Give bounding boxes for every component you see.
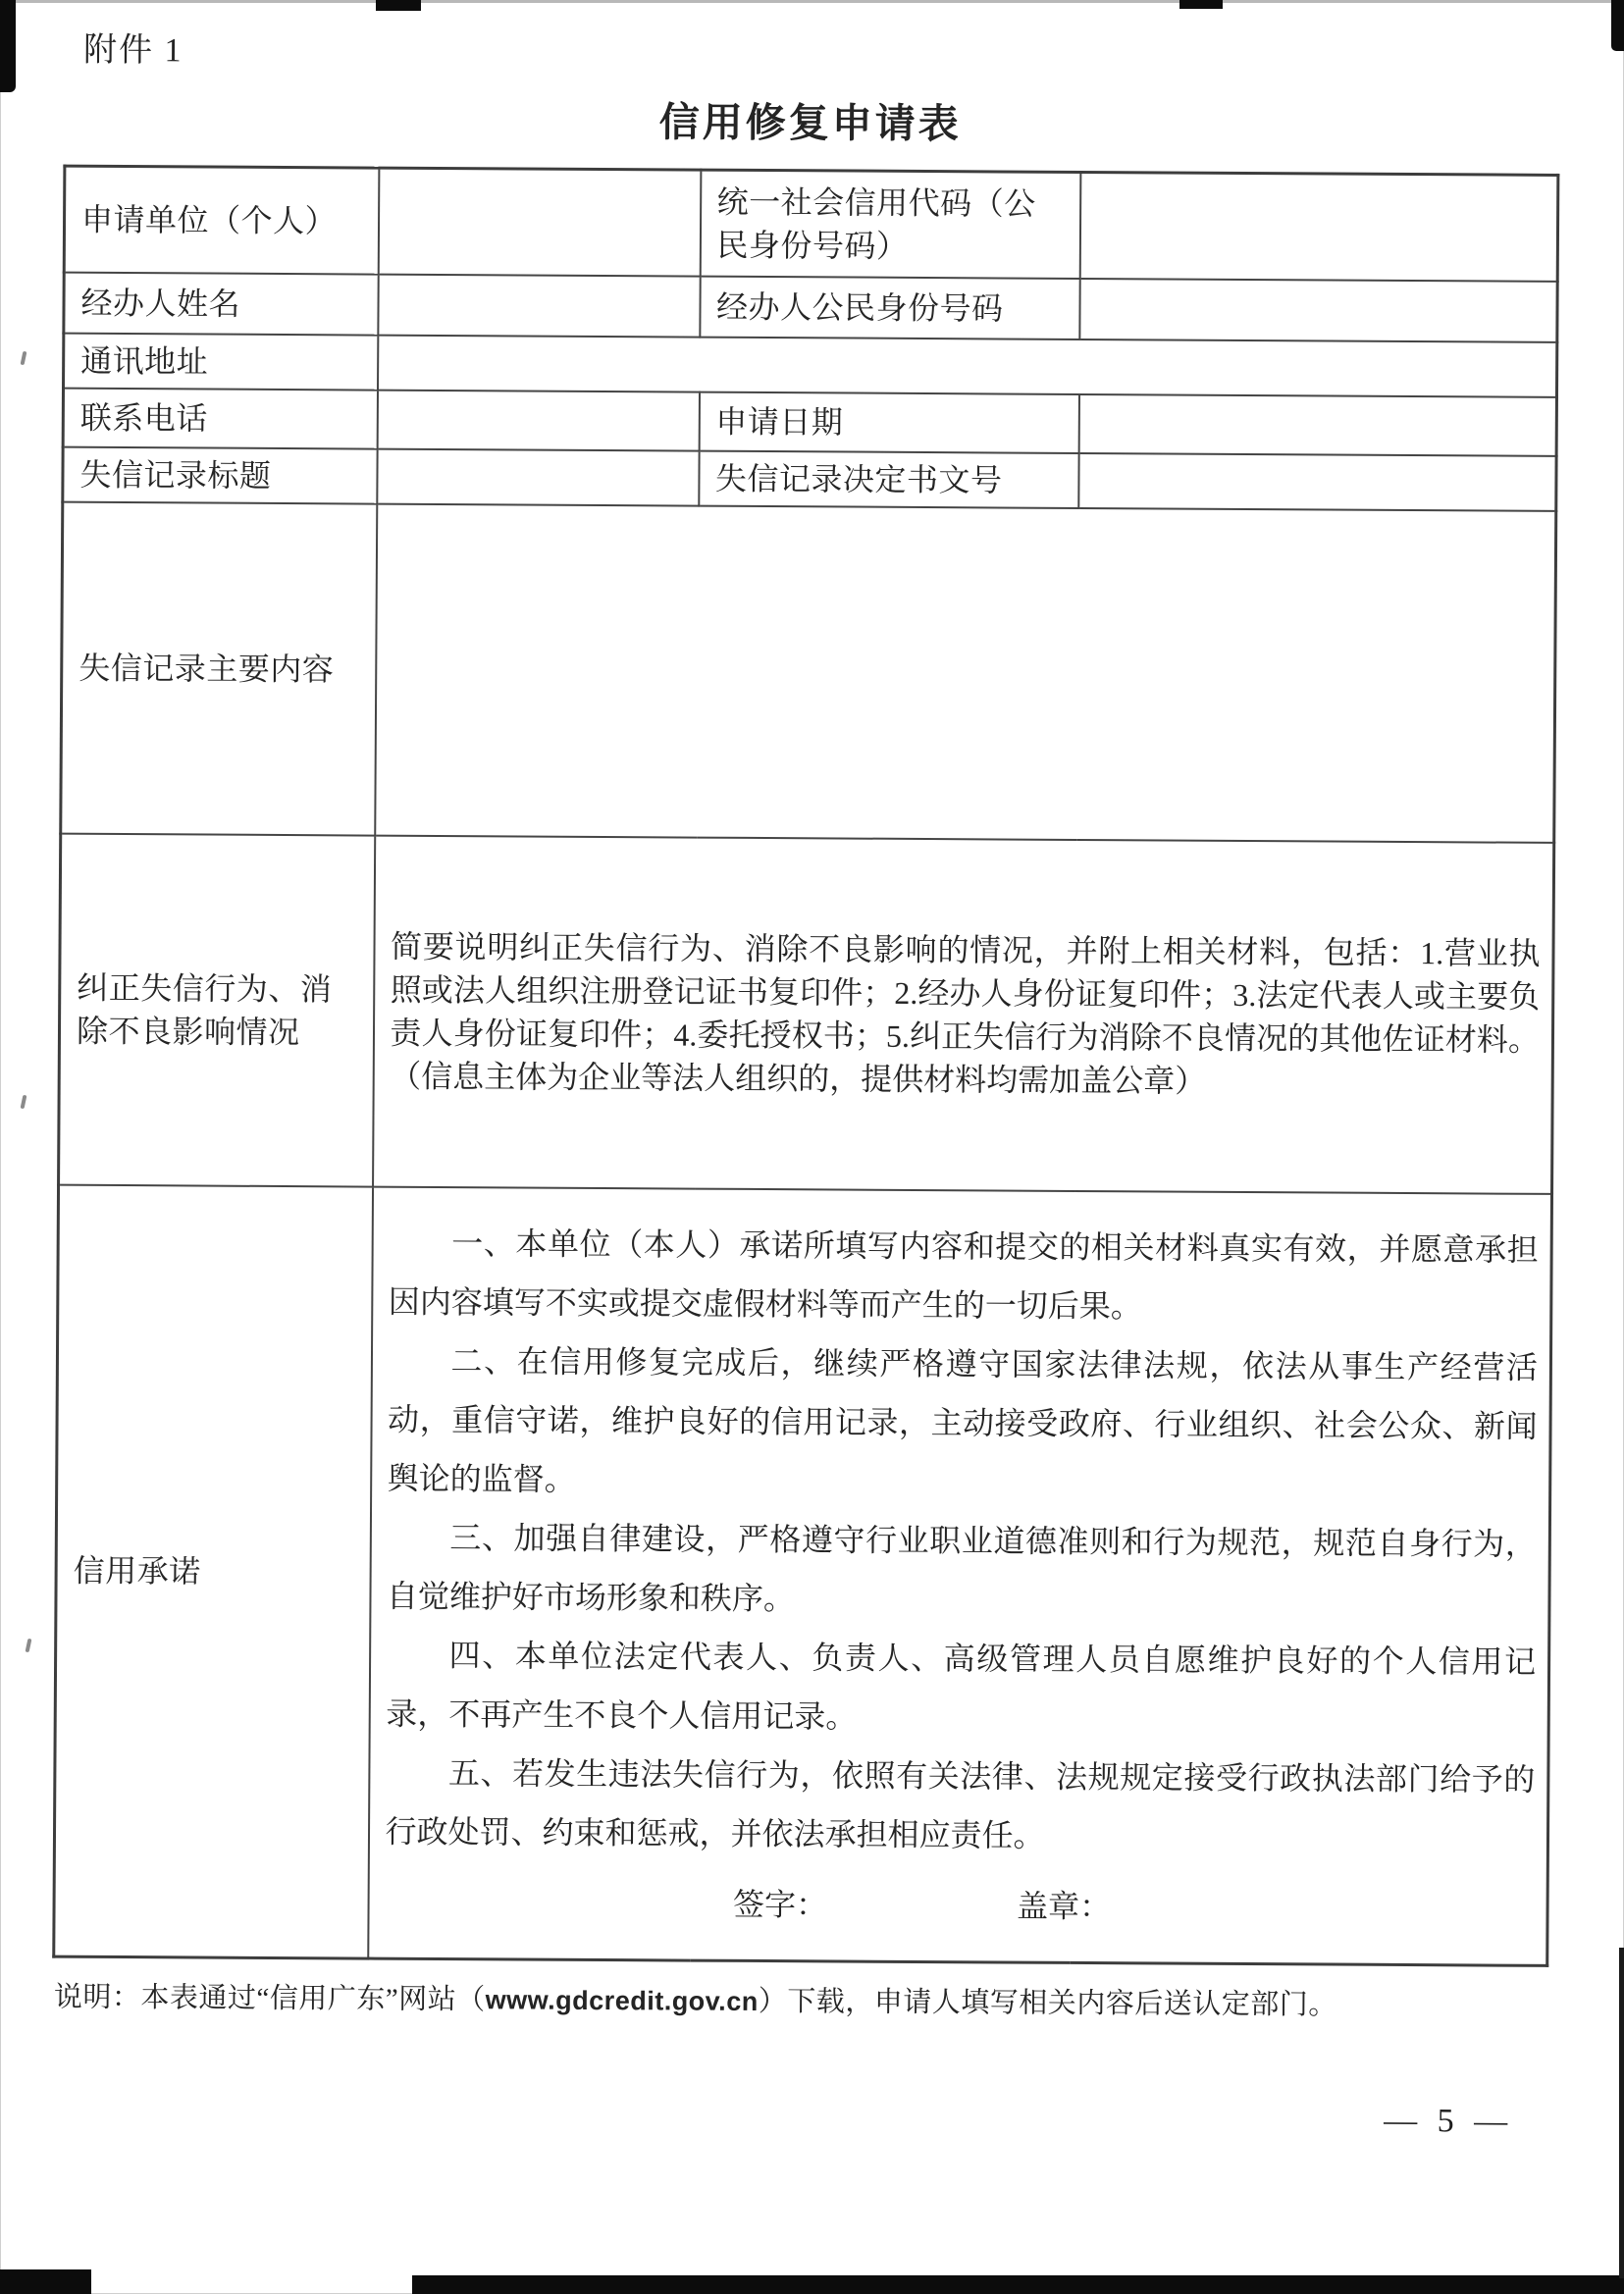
table-row [63, 446, 1556, 510]
scan-speck [26, 1639, 32, 1653]
record-title-value-cell [377, 448, 699, 505]
table-row [63, 388, 1556, 455]
scan-artifact [0, 2269, 91, 2294]
record-content-value-cell [375, 503, 1556, 842]
scan-speck [21, 1095, 27, 1110]
promise-paragraph-3: 三、加强自律建设，严格遵守行业职业道德准则和行为规范，规范自身行为，自觉维护好市场形象和秩序。 [386, 1519, 1537, 1616]
promise-paragraph-5: 五、若发生违法失信行为，依照有关法律、法规规定接受行政执法部门给予的行政处罚、约束和惩戒，并依法承担相应责任。 [385, 1754, 1536, 1853]
scan-artifact [1611, 0, 1624, 51]
applicant-label: 申请单位（个人） [64, 166, 379, 274]
decision-number-value-cell [1078, 452, 1556, 510]
correction-label: 纠正失信行为、消除不良影响情况 [59, 833, 375, 1186]
application-form-table [52, 165, 1559, 1967]
table-row [59, 833, 1554, 1193]
correction-instructions: 简要说明纠正失信行为、消除不良影响的情况，并附上相关材料，包括：1.营业执照或法人组织注册登记证书复印件；2.经办人身份证复印件；3.法定代表人或主要负责人身份证复印件；4.委托授权书；5.纠正失信行为消除不良情况的其他佐证材料。（信息主体为企业等法人组织的，提供材料均需加盖公章） [373, 835, 1554, 1193]
table-row [64, 333, 1557, 396]
apply-date-value-cell [1078, 393, 1556, 455]
applicant-value-cell [378, 168, 701, 276]
agent-id-value-cell [1079, 278, 1557, 341]
seal-label: 盖章： [1016, 1888, 1112, 1924]
page-title: 信用修复申请表 [658, 99, 962, 147]
note-prefix: 说明：本表通过“信用广东”网站（ [53, 1981, 486, 2016]
agent-name-label: 经办人姓名 [64, 272, 378, 335]
table-row [54, 1184, 1552, 1965]
signature-row [385, 1872, 1535, 1938]
apply-date-label: 申请日期 [699, 391, 1078, 452]
credit-code-value-cell [1079, 172, 1558, 281]
page-number: — 5 — [1384, 2102, 1514, 2140]
scan-artifact [1179, 0, 1223, 9]
scan-edge-top [0, 0, 1624, 3]
credit-code-label: 统一社会信用代码（公民身份号码） [700, 170, 1080, 278]
promise-paragraph-2: 二、在信用修复完成后，继续严格遵守国家法律法规，依法从事生产经营活动，重信守诺，维护良好的信用记录，主动接受政府、行业组织、社会公众、新闻舆论的监督。 [387, 1342, 1539, 1497]
phone-label: 联系电话 [63, 388, 377, 448]
table-row [64, 272, 1557, 341]
decision-number-label: 失信记录决定书文号 [699, 450, 1078, 507]
phone-value-cell [377, 390, 699, 450]
scan-artifact [0, 0, 16, 92]
attachment-label: 附件 1 [83, 31, 183, 70]
address-label: 通讯地址 [64, 333, 378, 390]
agent-name-value-cell [378, 274, 700, 337]
promise-paragraph-1: 一、本单位（本人）承诺所填写内容和提交的相关材料真实有效，并愿意承担因内容填写不实或提交虚假材料等而产生的一切后果。 [388, 1225, 1539, 1325]
table-row [64, 166, 1558, 281]
scan-speck [21, 351, 27, 366]
scan-artifact [412, 2275, 1624, 2294]
record-title-label: 失信记录标题 [63, 446, 377, 503]
scan-artifact [376, 0, 421, 11]
table-row [61, 501, 1556, 842]
scan-artifact [1619, 1948, 1624, 2278]
note-url: www.gdcredit.gov.cn [485, 1985, 759, 2016]
credit-promise-label: 信用承诺 [54, 1184, 373, 1958]
credit-promise-content [368, 1186, 1552, 1965]
document-content [52, 29, 1557, 2140]
footer-note [54, 1976, 1545, 2028]
agent-id-label: 经办人公民身份号码 [700, 276, 1079, 339]
promise-paragraph-4: 四、本单位法定代表人、负责人、高级管理人员自愿维护良好的个人信用记录，不再产生不良个人信用记录。 [386, 1637, 1537, 1735]
address-value-cell [378, 335, 1557, 396]
note-suffix: ）下载，申请人填写相关内容后送认定部门。 [758, 1985, 1337, 2021]
signature-label: 签字： [732, 1886, 828, 1923]
record-content-label: 失信记录主要内容 [61, 501, 377, 835]
